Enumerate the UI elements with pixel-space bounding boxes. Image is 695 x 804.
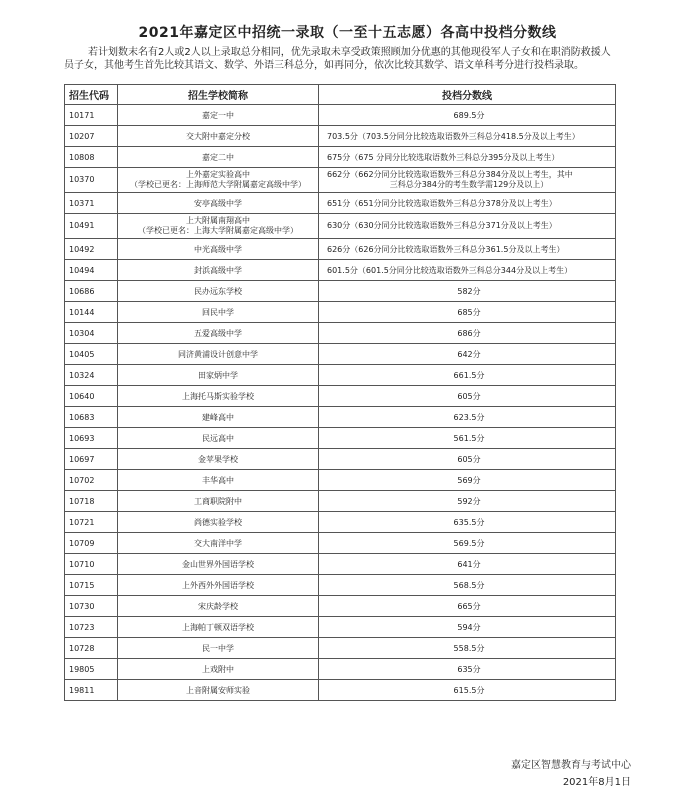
score-text: 665分	[457, 601, 481, 611]
school-name: 回民中学	[202, 307, 234, 317]
school-name: 五爱高级中学	[194, 328, 242, 338]
cell-school	[118, 512, 319, 533]
cell-school	[118, 281, 319, 302]
cell-code: 10492	[65, 239, 118, 260]
school-name: 嘉定一中	[202, 110, 234, 120]
cell-score	[319, 302, 616, 323]
cell-code: 10491	[65, 214, 118, 239]
cell-code: 10721	[65, 512, 118, 533]
score-text: 686分	[457, 328, 481, 338]
score-text-continued: 三科总分384分的考生数学需129分及以上）	[389, 180, 549, 189]
cell-score	[319, 575, 616, 596]
score-text: 635分	[457, 664, 481, 674]
cell-school	[118, 302, 319, 323]
cell-score	[319, 105, 616, 126]
table-header-row	[65, 85, 616, 105]
cell-code: 10171	[65, 105, 118, 126]
cell-school	[118, 428, 319, 449]
cell-code: 10730	[65, 596, 118, 617]
school-rename-note: （学校已更名：上海大学附属嘉定高级中学）	[138, 226, 298, 235]
school-name: 金山世界外国语学校	[182, 559, 254, 569]
cell-code: 10640	[65, 386, 118, 407]
table-row	[65, 470, 616, 491]
cell-code: 10723	[65, 617, 118, 638]
score-text: 558.5分	[453, 643, 485, 653]
cell-code: 10304	[65, 323, 118, 344]
cell-code: 10728	[65, 638, 118, 659]
table-row	[65, 617, 616, 638]
cell-score	[319, 491, 616, 512]
score-text: 675分（675 分同分比较选取语数外三科总分395分及以上考生）	[327, 152, 560, 162]
cell-school	[118, 533, 319, 554]
cell-score	[319, 193, 616, 214]
cell-school	[118, 260, 319, 281]
score-text: 568.5分	[453, 580, 485, 590]
school-name: 上大附属南翔高中	[186, 216, 250, 225]
score-text: 661.5分	[453, 370, 485, 380]
school-name: 上戏附中	[202, 664, 234, 674]
score-text: 592分	[457, 496, 481, 506]
cell-score	[319, 281, 616, 302]
cell-score	[319, 449, 616, 470]
school-rename-note: （学校已更名：上海师范大学附属嘉定高级中学）	[130, 180, 306, 189]
table-row	[65, 323, 616, 344]
cell-school	[118, 659, 319, 680]
cell-score	[319, 428, 616, 449]
school-name: 同济黄浦设计创意中学	[178, 349, 258, 359]
table-row	[65, 512, 616, 533]
table-row	[65, 533, 616, 554]
table-row	[65, 147, 616, 168]
table-row	[65, 449, 616, 470]
cell-score	[319, 239, 616, 260]
school-name: 民远高中	[202, 433, 234, 443]
admission-note: 若计划数末名有2人或2人以上录取总分相同，优先录取未享受政策照顾加分优惠的其他现役军人子女和在职消防救援人员子女，其他考生首先比较其语文、数学、外语三科总分，如再同分，依次比较其数学、语文单科考分进行投档录取。	[64, 47, 611, 71]
cell-school	[118, 575, 319, 596]
school-name: 上外西外外国语学校	[182, 580, 254, 590]
score-text: 601.5分（601.5分同分比较选取语数外三科总分344分及以上考生）	[327, 265, 573, 275]
cell-score	[319, 386, 616, 407]
score-table	[64, 84, 616, 701]
cell-school	[118, 168, 319, 193]
school-name: 封浜高级中学	[194, 265, 242, 275]
cell-score	[319, 214, 616, 239]
school-name: 安亭高级中学	[194, 198, 242, 208]
header-code: 招生代码	[65, 85, 118, 105]
score-text: 651分（651分同分比较选取语数外三科总分378分及以上考生）	[327, 198, 557, 208]
cell-school	[118, 449, 319, 470]
table-row	[65, 428, 616, 449]
cell-score	[319, 680, 616, 701]
cell-code: 10697	[65, 449, 118, 470]
cell-school	[118, 365, 319, 386]
table-row	[65, 105, 616, 126]
cell-school	[118, 344, 319, 365]
cell-school	[118, 617, 319, 638]
score-text: 642分	[457, 349, 481, 359]
cell-school	[118, 214, 319, 239]
score-text: 594分	[457, 622, 481, 632]
cell-school	[118, 193, 319, 214]
table-row	[65, 491, 616, 512]
cell-score	[319, 596, 616, 617]
cell-school	[118, 386, 319, 407]
cell-code: 19811	[65, 680, 118, 701]
cell-score	[319, 147, 616, 168]
cell-score	[319, 659, 616, 680]
score-text: 703.5分（703.5分同分比较选取语数外三科总分418.5分及以上考生）	[327, 131, 580, 141]
table-row	[65, 407, 616, 428]
cell-score	[319, 554, 616, 575]
table-row	[65, 596, 616, 617]
school-name: 交大南洋中学	[194, 538, 242, 548]
score-text: 582分	[457, 286, 481, 296]
school-name: 嘉定二中	[202, 152, 234, 162]
cell-code: 10686	[65, 281, 118, 302]
score-text: 641分	[457, 559, 481, 569]
school-name: 上音附属安师实验	[186, 685, 250, 695]
page-title: 2021年嘉定区中招统一录取（一至十五志愿）各高中投档分数线	[138, 25, 557, 41]
cell-code: 10710	[65, 554, 118, 575]
cell-score	[319, 470, 616, 491]
cell-score	[319, 407, 616, 428]
score-text: 635.5分	[453, 517, 485, 527]
table-row	[65, 193, 616, 214]
cell-school	[118, 470, 319, 491]
school-name: 上海帕丁顿双语学校	[182, 622, 254, 632]
cell-school	[118, 491, 319, 512]
school-name: 建峰高中	[202, 412, 234, 422]
cell-school	[118, 638, 319, 659]
score-text: 630分（630分同分比较选取语数外三科总分371分及以上考生）	[327, 221, 557, 230]
cell-school	[118, 680, 319, 701]
score-text: 569.5分	[453, 538, 485, 548]
table-row	[65, 575, 616, 596]
cell-score	[319, 512, 616, 533]
table-row	[65, 214, 616, 239]
cell-score	[319, 617, 616, 638]
score-text: 569分	[457, 475, 481, 485]
cell-school	[118, 407, 319, 428]
table-row	[65, 239, 616, 260]
school-name: 丰华高中	[202, 475, 234, 485]
table-row	[65, 126, 616, 147]
score-text: 615.5分	[453, 685, 485, 695]
table-row	[65, 260, 616, 281]
footer-org: 嘉定区智慧教育与考试中心	[511, 760, 631, 771]
cell-code: 10324	[65, 365, 118, 386]
table-row	[65, 659, 616, 680]
cell-score	[319, 260, 616, 281]
cell-code: 10808	[65, 147, 118, 168]
cell-score	[319, 365, 616, 386]
cell-code: 10709	[65, 533, 118, 554]
table-row	[65, 344, 616, 365]
cell-school	[118, 596, 319, 617]
school-name: 民一中学	[202, 643, 234, 653]
score-text: 605分	[457, 391, 481, 401]
table-row	[65, 168, 616, 193]
table-row	[65, 302, 616, 323]
header-score: 投档分数线	[319, 85, 616, 105]
cell-code: 10718	[65, 491, 118, 512]
cell-score	[319, 126, 616, 147]
cell-code: 10702	[65, 470, 118, 491]
cell-school	[118, 105, 319, 126]
cell-code: 10683	[65, 407, 118, 428]
cell-school	[118, 239, 319, 260]
table-row	[65, 281, 616, 302]
cell-code: 10494	[65, 260, 118, 281]
school-name: 中光高级中学	[194, 244, 242, 254]
score-text: 662分（662分同分比较选取语数外三科总分384分及以上考生，其中	[327, 170, 573, 179]
score-text: 689.5分	[453, 110, 485, 120]
school-name: 上外嘉定实验高中	[186, 170, 250, 179]
cell-score	[319, 533, 616, 554]
school-name: 田家炳中学	[198, 370, 238, 380]
school-name: 金苹果学校	[198, 454, 238, 464]
cell-code: 10715	[65, 575, 118, 596]
cell-code: 19805	[65, 659, 118, 680]
footer-date: 2021年8月1日	[562, 777, 631, 788]
cell-code: 10144	[65, 302, 118, 323]
table-row	[65, 365, 616, 386]
cell-score	[319, 168, 616, 193]
cell-school	[118, 147, 319, 168]
cell-code: 10207	[65, 126, 118, 147]
header-school: 招生学校简称	[118, 85, 319, 105]
school-name: 交大附中嘉定分校	[186, 131, 250, 141]
school-name: 工商职院附中	[194, 496, 242, 506]
cell-code: 10371	[65, 193, 118, 214]
cell-school	[118, 126, 319, 147]
school-name: 尚德实验学校	[194, 517, 242, 527]
school-name: 上海托马斯实验学校	[182, 391, 254, 401]
table-row	[65, 638, 616, 659]
table-row	[65, 386, 616, 407]
table-row	[65, 554, 616, 575]
cell-score	[319, 638, 616, 659]
cell-score	[319, 344, 616, 365]
school-name: 民办远东学校	[194, 286, 242, 296]
table-row	[65, 680, 616, 701]
score-text: 561.5分	[453, 433, 485, 443]
cell-code: 10370	[65, 168, 118, 193]
school-name: 宋庆龄学校	[198, 601, 238, 611]
cell-score	[319, 323, 616, 344]
score-text: 626分（626分同分比较选取语数外三科总分361.5分及以上考生）	[327, 244, 565, 254]
cell-school	[118, 554, 319, 575]
score-text: 623.5分	[453, 412, 485, 422]
cell-code: 10693	[65, 428, 118, 449]
cell-code: 10405	[65, 344, 118, 365]
cell-school	[118, 323, 319, 344]
score-text: 685分	[457, 307, 481, 317]
score-text: 605分	[457, 454, 481, 464]
